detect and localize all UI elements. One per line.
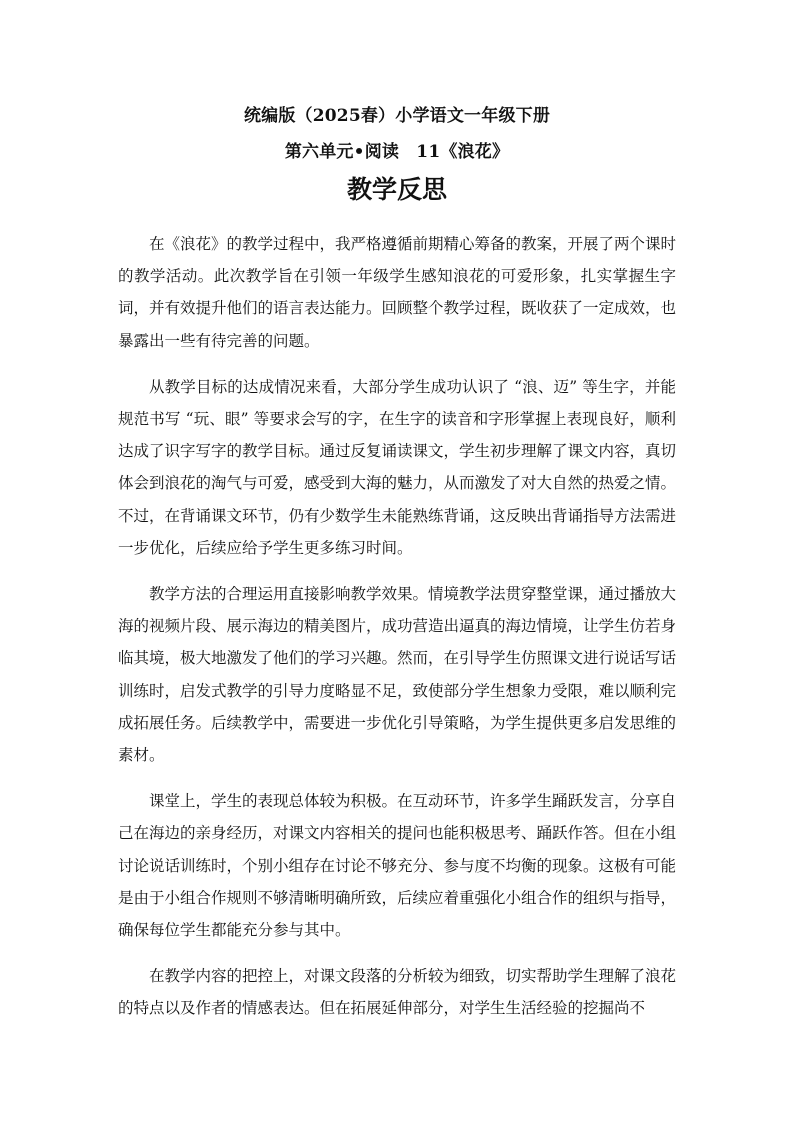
document-title: 教学反思 <box>346 175 447 204</box>
unit-heading: 第六单元•阅读 11《浪花》 <box>284 142 510 162</box>
body-paragraph-3: 教学方法的合理运用直接影响教学效果。情境教学法贯穿整堂课，通过播放大海的视频片段、展示海边的精美图片，成功营造出逼真的海边情境，让学生仿若身临其境，极大地激发了他们的学习兴趣。然而，在引导学生仿照课文进行说话写话训练时，启发式教学的引导力度略显不足，致使部分学生想象力受限，难以顺利完成拓展任务。后续教学中，需要进一步优化引导策略，为学生提供更多启发思维的素材。 <box>118 585 677 765</box>
series-heading: 统编版（2025春）小学语文一年级下册 <box>243 106 551 126</box>
body-paragraph-4: 课堂上，学生的表现总体较为积极。在互动环节，许多学生踊跃发言，分享自己在海边的亲身经历，对课文内容相关的提问也能积极思考、踊跃作答。但在小组讨论说话训练时，个别小组存在讨论不够充分、参与度不均衡的现象。这极有可能是由于小组合作规则不够清晰明确所致，后续应着重强化小组合作的组织与指导，确保每位学生都能充分参与其中。 <box>118 792 677 940</box>
body-paragraph-5: 在教学内容的把控上，对课文段落的分析较为细致，切实帮助学生理解了浪花的特点以及作者的情感表达。但在拓展延伸部分，对学生生活经验的挖掘尚不 <box>118 967 677 1018</box>
body-paragraph-2: 从教学目标的达成情况来看，大部分学生成功认识了 “浪、迈” 等生字，并能规范书写 “玩、眼” 等要求会写的字，在生字的读音和字形掌握上表现良好，顺利达成了识字写字的教学目标。通过反复诵读课文，学生初步理解了课文内容，真切体会到浪花的淘气与可爱，感受到大海的魅力，从而激发了对大自然的热爱之情。不过，在背诵课文环节，仍有少数学生未能熟练背诵，这反映出背诵指导方法需进一步优化，后续应给予学生更多练习时间。 <box>118 377 677 557</box>
body-paragraph-1: 在《浪花》的教学过程中，我严格遵循前期精心筹备的教案，开展了两个课时的教学活动。此次教学旨在引领一年级学生感知浪花的可爱形象，扎实掌握生字词，并有效提升他们的语言表达能力。回顾整个教学过程，既收获了一定成效，也暴露出一些有待完善的问题。 <box>118 235 677 350</box>
